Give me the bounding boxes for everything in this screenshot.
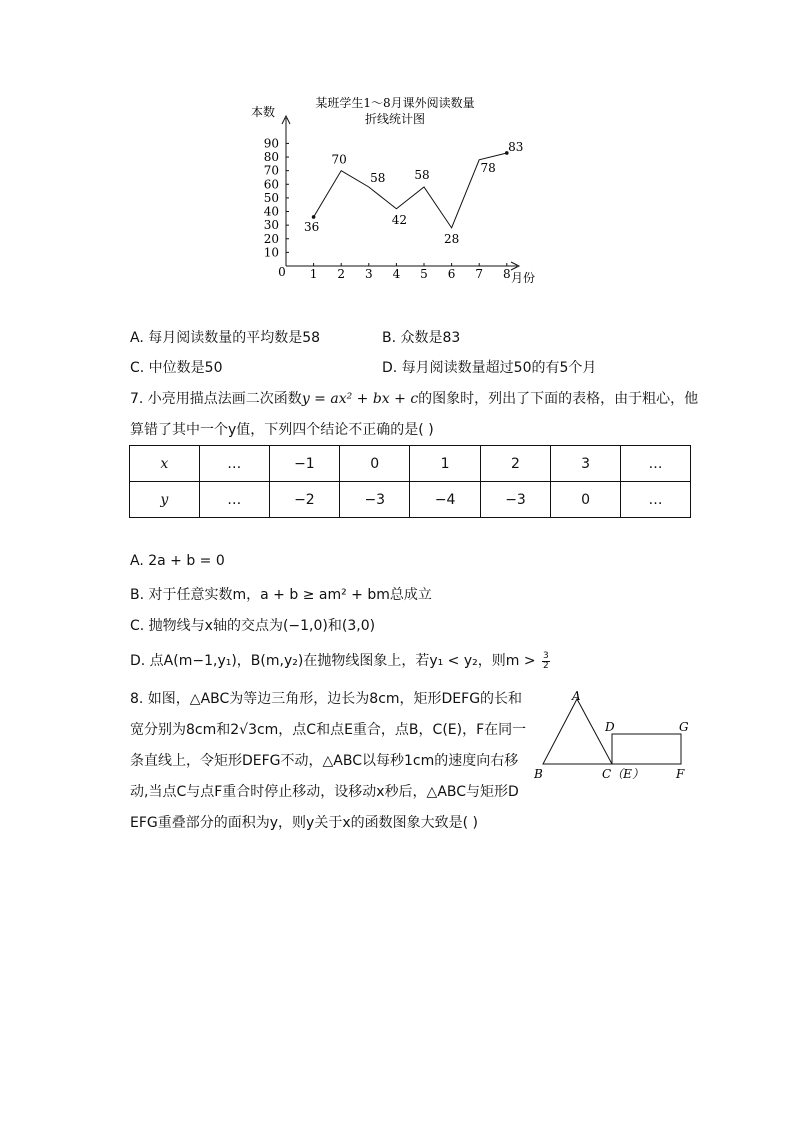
- origin-label: 0: [278, 265, 286, 279]
- triangle-abc: [543, 699, 612, 764]
- label-d: D: [605, 720, 615, 734]
- x-tick-label: 5: [420, 267, 428, 281]
- data-label: 42: [391, 212, 408, 227]
- q8-geometry-figure: [530, 686, 700, 786]
- table-cell: 2: [480, 446, 550, 482]
- y-tick-label: 10: [263, 245, 279, 260]
- q7-option-a[interactable]: A. 2a + b = 0: [130, 553, 225, 569]
- q6-option-c[interactable]: C. 中位数是50: [130, 360, 223, 376]
- table-cell: 0: [340, 446, 410, 482]
- q8-stem-line4: 动,当点C与点F重合时停止移动，设移动x秒后，△ABC与矩形D: [130, 784, 519, 800]
- y-tick-label: 30: [263, 218, 279, 233]
- chart-title-line1: 某班学生1～8月课外阅读数量: [315, 96, 475, 110]
- q7-option-d[interactable]: [130, 650, 550, 671]
- table-cell: −2: [269, 482, 339, 518]
- q7-stem-line1: [130, 388, 698, 408]
- y-tick-label: 20: [263, 231, 279, 246]
- table-cell: −3: [480, 482, 550, 518]
- q7-option-c[interactable]: C. 抛物线与x轴的交点为(−1,0)和(3,0): [130, 618, 376, 634]
- q8-stem-line5: EFG重叠部分的面积为y，则y关于x的函数图象大致是( ): [130, 815, 478, 831]
- fraction: [542, 652, 550, 671]
- x-tick-label: 2: [337, 267, 346, 281]
- data-label: 70: [331, 152, 347, 167]
- table-cell: 0: [551, 482, 621, 518]
- line-chart: [245, 92, 545, 292]
- y-axis-label: 本数: [251, 105, 276, 119]
- q8-stem-line3: 条直线上，令矩形DEFG不动，△ABC以每秒1cm的速度向右移: [130, 753, 519, 769]
- rectangle-defg: [612, 734, 681, 764]
- table-cell: −1: [269, 446, 339, 482]
- data-label: 83: [508, 139, 524, 154]
- q7-equation: y = ax² + bx + c: [301, 391, 419, 407]
- q7-stem-line2: 算错了其中一个y值，下列四个结论不正确的是( ): [130, 422, 434, 438]
- table-row-x: [130, 446, 691, 482]
- table-cell: x: [130, 446, 200, 482]
- table-cell: …: [620, 446, 690, 482]
- q8-stem-line2: 宽分别为8cm和2√3cm，点C和点E重合，点B，C(E)，F在同一: [130, 722, 527, 738]
- q7-option-b[interactable]: B. 对于任意实数m，a + b ≥ am² + bm总成立: [130, 587, 432, 603]
- q7-stem-post: 的图象时，列出了下面的表格，由于粗心，他: [418, 391, 699, 407]
- q6-option-a[interactable]: A. 每月阅读数量的平均数是58: [130, 330, 321, 346]
- y-tick-label: 40: [263, 204, 279, 219]
- y-tick-label: 70: [263, 163, 279, 178]
- y-tick-label: 60: [263, 177, 279, 192]
- x-tick-label: 1: [309, 267, 318, 281]
- x-tick-label: 3: [364, 267, 373, 281]
- label-b: B: [534, 767, 543, 781]
- x-tick-label: 7: [475, 267, 484, 281]
- data-label: 36: [303, 219, 320, 234]
- label-g: G: [679, 720, 689, 734]
- table-cell: 3: [551, 446, 621, 482]
- table-cell: …: [199, 482, 269, 518]
- fraction-denominator: 2: [543, 660, 549, 671]
- label-a: A: [572, 689, 581, 703]
- table-cell: −4: [410, 482, 480, 518]
- y-tick-label: 50: [263, 190, 279, 205]
- data-point: [312, 215, 316, 219]
- table-cell: …: [199, 446, 269, 482]
- x-axis-label: 月份: [511, 271, 536, 285]
- y-tick-label: 80: [263, 150, 279, 165]
- table-cell: 1: [410, 446, 480, 482]
- table-cell: y: [130, 482, 200, 518]
- x-tick-label: 6: [447, 267, 456, 281]
- table-row-y: [130, 482, 691, 518]
- y-tick-label: 90: [263, 136, 279, 151]
- q7-stem-pre: 7. 小亮用描点法画二次函数: [130, 391, 302, 407]
- label-ce: C（E）: [602, 767, 644, 781]
- label-f: F: [676, 767, 685, 781]
- q6-option-d[interactable]: D. 每月阅读数量超过50的有5个月: [382, 360, 597, 376]
- table-cell: −3: [340, 482, 410, 518]
- table-cell: …: [620, 482, 690, 518]
- x-tick-label: 4: [392, 267, 401, 281]
- q6-option-b[interactable]: B. 众数是83: [382, 330, 461, 346]
- chart-title-line2: 折线统计图: [364, 112, 426, 126]
- x-tick-label: 8: [502, 267, 511, 281]
- q7-value-table: [129, 445, 691, 518]
- q8-stem-line1: 8. 如图，△ABC为等边三角形，边长为8cm，矩形DEFG的长和: [130, 691, 523, 707]
- fraction-numerator: 3: [543, 650, 549, 661]
- data-label: 58: [414, 168, 430, 183]
- q7-option-d-text: D. 点A(m−1,y₁)，B(m,y₂)在抛物线图象上，若y₁ < y₂，则m >: [130, 653, 536, 669]
- data-label: 58: [370, 171, 386, 186]
- data-label: 28: [443, 231, 460, 246]
- data-label: 78: [480, 160, 496, 175]
